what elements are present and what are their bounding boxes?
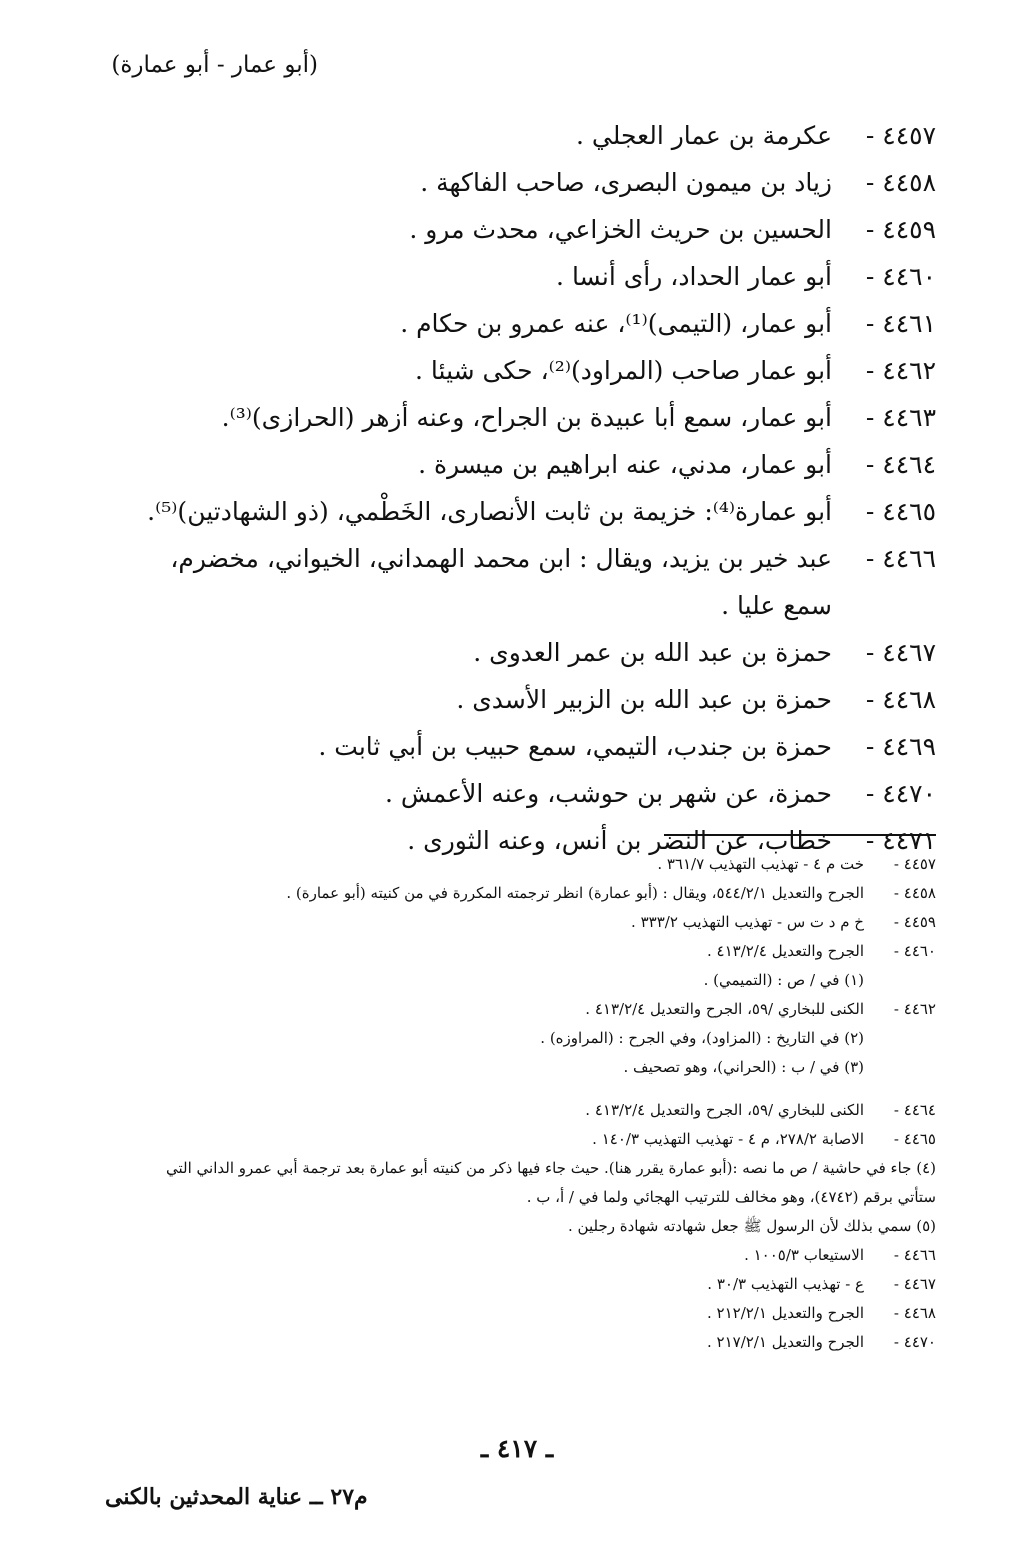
entry-text: عكرمة بن عمار العجلي . xyxy=(576,121,832,150)
note-text: الكنى للبخاري /٥٩، الجرح والتعديل ٤١٣/٢/٤ . xyxy=(585,1101,864,1119)
entries-list xyxy=(136,112,936,864)
entry-number: ٤٤٦٥ - xyxy=(865,497,936,526)
note-4459 xyxy=(136,908,936,937)
entry-4469 xyxy=(136,723,936,770)
entry-4461 xyxy=(136,300,936,347)
note-text: ع - تهذيب التهذيب ٣٠/٣ . xyxy=(707,1275,864,1293)
entry-number: ٤٤٦١ - xyxy=(865,309,936,338)
entry-number: ٤٤٧٠ - xyxy=(865,779,936,808)
entry-4467 xyxy=(136,629,936,676)
note-number: ٤٤٥٨ - xyxy=(893,884,936,902)
note-text: الاصابة ٢٧٨/٢، م ٤ - تهذيب التهذيب ١٤٠/٣ . xyxy=(592,1130,864,1148)
entry-4459 xyxy=(136,206,936,253)
entry-4465 xyxy=(136,488,936,535)
entry-text: حمزة بن عبد الله بن الزبير الأسدى . xyxy=(456,685,832,714)
note-4468 xyxy=(136,1299,936,1328)
entry-4468 xyxy=(136,676,936,723)
entry-number: ٤٤٥٨ - xyxy=(865,168,936,197)
running-header: (أبو عمار - أبو عمارة) xyxy=(111,52,318,78)
entry-4460 xyxy=(136,253,936,300)
entry-4458 xyxy=(136,159,936,206)
note-4467 xyxy=(136,1270,936,1299)
footnote-1: (١) في / ص : (التميمي) . xyxy=(703,971,864,989)
note-4460 xyxy=(136,937,936,995)
note-number: ٤٤٦٠ - xyxy=(893,942,936,960)
book-footer: م٢٧ ــ عناية المحدثين بالكنى xyxy=(105,1484,368,1510)
footnote-4-block xyxy=(136,1154,936,1212)
note-number: ٤٤٦٢ - xyxy=(893,1000,936,1018)
entry-number: ٤٤٦٧ - xyxy=(865,638,936,667)
page-number: ـ ٤١٧ ـ xyxy=(480,1434,554,1463)
note-number: ٤٤٦٤ - xyxy=(893,1101,936,1119)
note-number: ٤٤٥٧ - xyxy=(893,855,936,873)
entry-4463 xyxy=(136,394,936,441)
entry-text: زياد بن ميمون البصرى، صاحب الفاكهة . xyxy=(420,168,832,197)
note-text: الجرح والتعديل ٥٤٤/٢/١، ويقال : (أبو عمارة) انظر ترجمته المكررة في من كنيته (أبو عمارة) . xyxy=(286,884,864,902)
entry-number: ٤٤٦٤ - xyxy=(865,450,936,479)
entry-4466 xyxy=(136,535,936,629)
entry-number: ٤٤٦٠ - xyxy=(865,262,936,291)
entry-text: أبو عمار الحداد، رأى أنسا . xyxy=(556,262,832,291)
note-4458 xyxy=(136,879,936,908)
entry-number: ٤٤٦٢ - xyxy=(865,356,936,385)
note-4457 xyxy=(136,850,936,879)
entry-4470 xyxy=(136,770,936,817)
entry-4464 xyxy=(136,441,936,488)
note-text: الجرح والتعديل ٤١٣/٢/٤ . xyxy=(706,942,864,960)
footnotes xyxy=(136,850,936,1357)
footnote-divider xyxy=(664,834,936,836)
entry-4457 xyxy=(136,112,936,159)
entry-text: أبو عمار، مدني، عنه ابراهيم بن ميسرة . xyxy=(418,450,832,479)
footnote-5-block xyxy=(136,1212,936,1241)
footnote-4: (٤) جاء في حاشية / ص ما نصه :(أبو عمارة يقرر هنا). حيث جاء فيها ذكر من كنيته أبو عمارة بعد ترجمة أبي عمرو الداني التي ستأتي برقم (٤٧٤٢)، وهو مخالف للترتيب الهجائي ولما في / أ، ب . xyxy=(166,1159,936,1206)
entry-text: حمزة، عن شهر بن حوشب، وعنه الأعمش . xyxy=(385,779,832,808)
note-number: ٤٤٦٧ - xyxy=(893,1275,936,1293)
entry-number: ٤٤٧١ - xyxy=(865,826,936,855)
footnote-5: (٥) سمي بذلك لأن الرسول ﷺ جعل شهادته شهادة رجلين . xyxy=(568,1217,936,1235)
footnote-3: (٣) في / ب : (الحراني)، وهو تصحيف . xyxy=(623,1058,864,1076)
note-text: الاستيعاب ١٠٠٥/٣ . xyxy=(744,1246,864,1264)
note-number: ٤٤٦٥ - xyxy=(893,1130,936,1148)
note-4470 xyxy=(136,1328,936,1357)
note-number: ٤٤٧٠ - xyxy=(893,1333,936,1351)
entry-text: الحسين بن حريث الخزاعي، محدث مرو . xyxy=(409,215,832,244)
note-4466 xyxy=(136,1241,936,1270)
note-gap xyxy=(136,1082,936,1096)
note-text: خ م د ت س - تهذيب التهذيب ٣٣٣/٢ . xyxy=(631,913,864,931)
note-4462 xyxy=(136,995,936,1082)
entry-text: خطاب، عن النضر بن أنس، وعنه الثورى . xyxy=(407,826,832,855)
entry-text: أبو عمار، (التيمى)⁽¹⁾، عنه عمرو بن حكام . xyxy=(400,309,832,338)
entry-text: عبد خير بن يزيد، ويقال : ابن محمد الهمداني، الخيواني، مخضرم، سمع عليا . xyxy=(170,544,832,620)
note-number: ٤٤٥٩ - xyxy=(893,913,936,931)
note-number: ٤٤٦٨ - xyxy=(893,1304,936,1322)
note-4464 xyxy=(136,1096,936,1125)
note-number: ٤٤٦٦ - xyxy=(893,1246,936,1264)
entry-number: ٤٤٦٩ - xyxy=(865,732,936,761)
entry-number: ٤٤٦٣ - xyxy=(865,403,936,432)
entry-4462 xyxy=(136,347,936,394)
note-text: الجرح والتعديل ٢١٧/٢/١ . xyxy=(706,1333,864,1351)
footnote-2: (٢) في التاريخ : (المزاود)، وفي الجرح : (المراوزه) . xyxy=(540,1029,864,1047)
note-text: خت م ٤ - تهذيب التهذيب ٣٦١/٧ . xyxy=(657,855,864,873)
note-text: الكنى للبخاري /٥٩، الجرح والتعديل ٤١٣/٢/٤ . xyxy=(585,1000,864,1018)
entry-number: ٤٤٥٩ - xyxy=(865,215,936,244)
entry-text: أبو عمار صاحب (المراود)⁽²⁾، حكى شيئا . xyxy=(415,356,832,385)
entry-text: أبو عمارة⁽⁴⁾: خزيمة بن ثابت الأنصارى، الخَطْمي، (ذو الشهادتين)⁽⁵⁾. xyxy=(147,497,832,526)
entry-text: أبو عمار، سمع أبا عبيدة بن الجراح، وعنه أزهر (الحرازى)⁽³⁾. xyxy=(221,403,832,432)
entry-text: حمزة بن جندب، التيمي، سمع حبيب بن أبي ثابت . xyxy=(318,732,832,761)
note-text: الجرح والتعديل ٢١٢/٢/١ . xyxy=(706,1304,864,1322)
entry-number: ٤٤٦٦ - xyxy=(865,544,936,573)
note-4465 xyxy=(136,1125,936,1154)
entry-text: حمزة بن عبد الله بن عمر العدوى . xyxy=(473,638,832,667)
entry-number: ٤٤٥٧ - xyxy=(865,121,936,150)
entry-number: ٤٤٦٨ - xyxy=(865,685,936,714)
